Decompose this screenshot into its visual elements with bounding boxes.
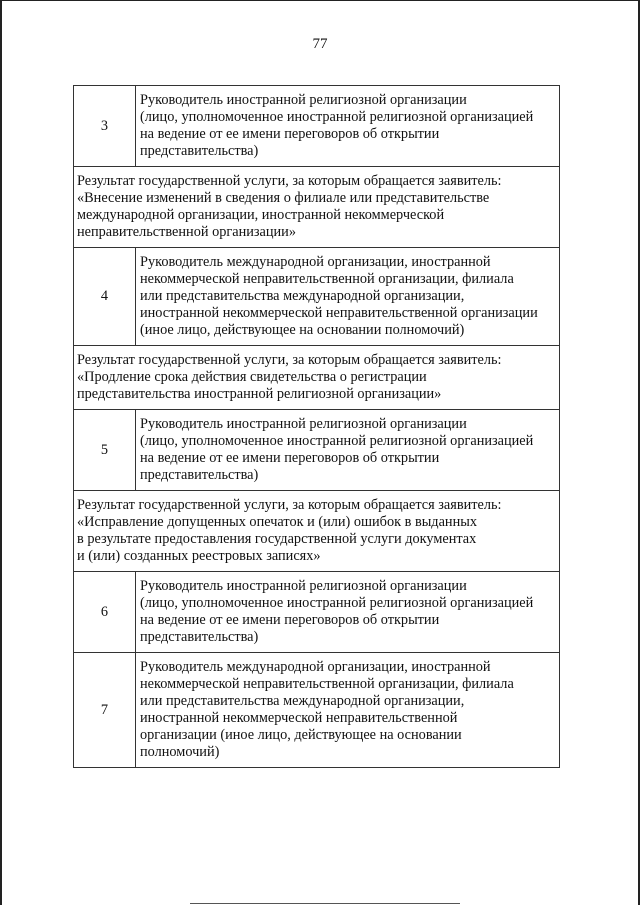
applicant-description: Руководитель иностранной религиозной организации (лицо, уполномоченное иностранной религиозной организацией на ведение от ее имени переговоров об открытии представительства) [136,410,560,491]
table-row [74,572,560,653]
row-number: 5 [74,410,136,491]
row-number: 4 [74,248,136,346]
service-result-heading: Результат государственной услуги, за которым обращается заявитель: «Внесение изменений в сведения о филиале или представительстве международной организации, иностранной некоммерческой неправительственной организации» [74,167,560,248]
document-table [73,85,560,768]
page-number: 77 [312,36,328,52]
row-number: 6 [74,572,136,653]
applicant-description: Руководитель иностранной религиозной организации (лицо, уполномоченное иностранной религиозной организацией на ведение от ее имени переговоров об открытии представительства) [136,572,560,653]
section-header-row [74,167,560,248]
service-result-heading: Результат государственной услуги, за которым обращается заявитель: «Исправление допущенных опечаток и (или) ошибок в выданных в результате предоставления государственной услуги документах и (или) созданных реестровых записях» [74,491,560,572]
applicant-description: Руководитель иностранной религиозной организации (лицо, уполномоченное иностранной религиозной организацией на ведение от ее имени переговоров об открытии представительства) [136,86,560,167]
row-number: 7 [74,653,136,768]
table-row [74,86,560,167]
table-row [74,248,560,346]
service-result-heading: Результат государственной услуги, за которым обращается заявитель: «Продление срока действия свидетельства о регистрации представительства иностранной религиозной организации» [74,346,560,410]
applicant-description: Руководитель международной организации, иностранной некоммерческой неправительственной организации, филиала или представительства международной организации, иностранной некоммерческой неправительственной организации (иное лицо, действующее на основании полномочий) [136,248,560,346]
applicant-description: Руководитель международной организации, иностранной некоммерческой неправительственной организации, филиала или представительства международной организации, иностранной некоммерческой неправительственной организации (иное лицо, действующее на основании полномочий) [136,653,560,768]
section-header-row [74,346,560,410]
row-number: 3 [74,86,136,167]
scan-edge-line [190,903,460,904]
section-header-row [74,491,560,572]
table-row [74,653,560,768]
table-row [74,410,560,491]
